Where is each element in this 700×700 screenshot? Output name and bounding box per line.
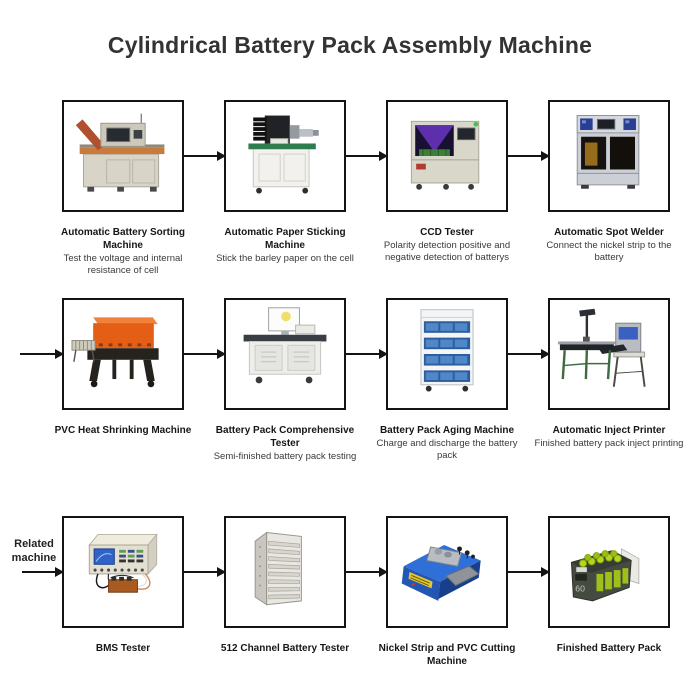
machine-name: Automatic Inject Printer bbox=[552, 425, 666, 436]
comprehensive-tester-image-frame bbox=[224, 298, 346, 410]
caption-cutting-machine bbox=[372, 642, 522, 668]
cutting-machine-icon bbox=[390, 520, 504, 624]
machine-comprehensive-tester bbox=[213, 298, 357, 463]
machine-battery-sorting bbox=[62, 100, 184, 278]
machine-name: BMS Tester bbox=[95, 643, 151, 654]
caption-ccd-tester bbox=[372, 226, 522, 265]
machine-name: Automatic Battery Sorting Machine bbox=[61, 227, 185, 251]
flow-arrow bbox=[346, 571, 386, 573]
spot-welder-icon bbox=[552, 104, 666, 208]
flow-arrow bbox=[346, 155, 386, 157]
process-row-2 bbox=[0, 298, 700, 463]
battery-sorting-machine-icon bbox=[66, 104, 180, 208]
machine-description: Stick the barley paper on the cell bbox=[216, 253, 354, 264]
flow-arrow bbox=[346, 353, 386, 355]
bms-tester-icon bbox=[66, 520, 180, 624]
inject-printer-icon bbox=[552, 302, 666, 406]
machine-name: 512 Channel Battery Tester bbox=[220, 643, 350, 654]
machine-cutting-machine bbox=[378, 516, 516, 668]
machine-name: Automatic Spot Welder bbox=[554, 227, 664, 238]
bms-tester-image-frame bbox=[62, 516, 184, 628]
flow-arrow bbox=[508, 571, 548, 573]
machine-description: Semi-finished battery pack testing bbox=[213, 451, 357, 462]
machine-description: Finished battery pack inject printing bbox=[534, 438, 684, 449]
machine-name: Finished Battery Pack bbox=[556, 643, 662, 654]
machine-name: Nickel Strip and PVC Cutting Machine bbox=[378, 643, 516, 667]
caption-finished-battery-pack bbox=[534, 642, 684, 655]
machine-description: Test the voltage and internal resistance of cell bbox=[63, 253, 183, 277]
machine-aging-machine bbox=[376, 298, 518, 463]
row-continuation-arrow bbox=[20, 353, 62, 355]
battery-pack-badge: 60 bbox=[575, 583, 585, 594]
ccd-tester-image-frame bbox=[386, 100, 508, 212]
spot-welder-image-frame bbox=[548, 100, 670, 212]
battery-sorting-image-frame bbox=[62, 100, 184, 212]
caption-spot-welder bbox=[534, 226, 684, 265]
related-machine-label: Related machine bbox=[11, 538, 57, 564]
comprehensive-tester-icon bbox=[228, 302, 342, 406]
machine-description: Polarity detection positive and negative detection of batterys bbox=[383, 240, 511, 264]
machine-name: Battery Pack Aging Machine bbox=[379, 425, 515, 436]
machine-name: CCD Tester bbox=[420, 227, 474, 238]
machine-finished-battery-pack bbox=[548, 516, 670, 655]
process-row-3 bbox=[0, 516, 700, 668]
machine-paper-sticking bbox=[216, 100, 354, 265]
pvc-heat-shrinking-image-frame bbox=[62, 298, 184, 410]
finished-battery-pack-image-frame bbox=[548, 516, 670, 628]
cutting-machine-image-frame bbox=[386, 516, 508, 628]
caption-pvc-heat-shrinking bbox=[48, 424, 198, 437]
caption-paper-sticking bbox=[210, 226, 360, 265]
machine-512-channel-tester bbox=[220, 516, 350, 655]
machine-description: Charge and discharge the battery pack bbox=[376, 438, 518, 462]
512-channel-tester-image-frame bbox=[224, 516, 346, 628]
caption-aging-machine bbox=[372, 424, 522, 463]
inject-printer-image-frame bbox=[548, 298, 670, 410]
caption-comprehensive-tester bbox=[210, 424, 360, 463]
caption-inject-printer bbox=[534, 424, 684, 450]
process-row-1 bbox=[0, 100, 700, 278]
machine-name: Automatic Paper Sticking Machine bbox=[224, 227, 346, 251]
pvc-heat-shrinking-machine-icon bbox=[66, 302, 180, 406]
caption-bms-tester bbox=[48, 642, 198, 655]
aging-machine-image-frame bbox=[386, 298, 508, 410]
machine-inject-printer bbox=[534, 298, 684, 450]
machine-description: Connect the nickel strip to the battery bbox=[546, 240, 672, 264]
machine-name: PVC Heat Shrinking Machine bbox=[54, 425, 192, 436]
machine-name: Battery Pack Comprehensive Tester bbox=[215, 425, 355, 449]
finished-battery-pack-icon bbox=[552, 520, 666, 624]
flow-arrow bbox=[184, 571, 224, 573]
caption-512-channel-tester bbox=[210, 642, 360, 655]
page-title: Cylindrical Battery Pack Assembly Machine bbox=[107, 32, 593, 58]
flow-arrow bbox=[508, 353, 548, 355]
machine-bms-tester bbox=[62, 516, 184, 655]
flow-arrow bbox=[184, 155, 224, 157]
flow-arrow bbox=[184, 353, 224, 355]
paper-sticking-machine-icon bbox=[228, 104, 342, 208]
ccd-tester-icon bbox=[390, 104, 504, 208]
machine-spot-welder bbox=[548, 100, 670, 265]
caption-battery-sorting bbox=[48, 226, 198, 278]
aging-machine-icon bbox=[390, 302, 504, 406]
flow-arrow bbox=[508, 155, 548, 157]
512-channel-battery-tester-icon bbox=[228, 520, 342, 624]
related-machine-arrow bbox=[22, 571, 62, 573]
machine-pvc-heat-shrinking bbox=[54, 298, 192, 437]
paper-sticking-image-frame bbox=[224, 100, 346, 212]
machine-ccd-tester bbox=[383, 100, 511, 265]
